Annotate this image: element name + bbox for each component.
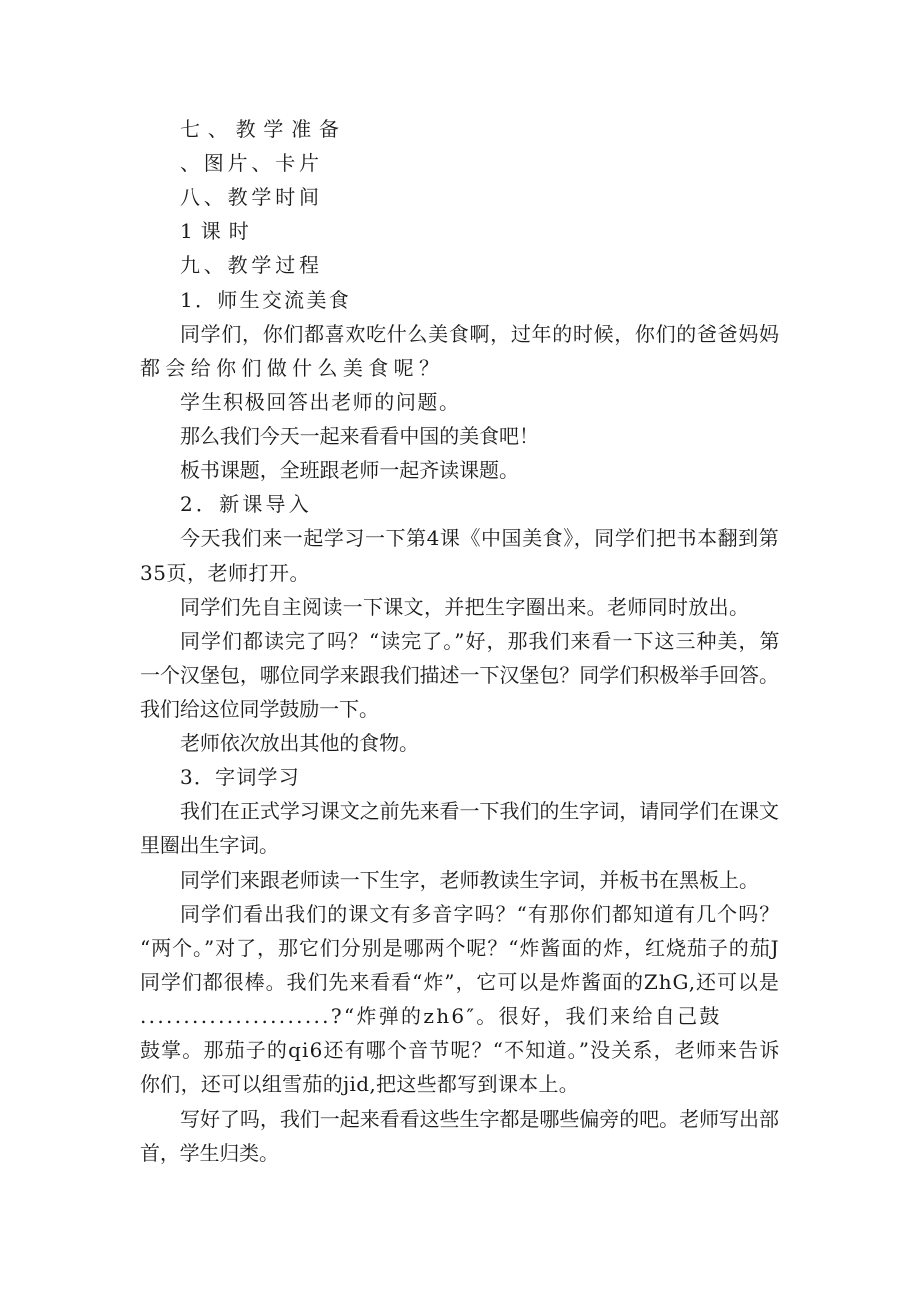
paragraph-line: 写好了吗，我们一起来看看这些生字都是哪些偏旁的吧。老师写出部: [180, 1107, 779, 1131]
preparation-materials: 、图片、卡片: [180, 151, 323, 175]
paragraph-line: 35页，老师打开。: [140, 561, 310, 585]
paragraph-line: “两个。”对了，那它们分别是哪两个呢？“炸酱面的炸，红烧茄子的茄J: [140, 936, 780, 960]
paragraph-line: 那么我们今天一起来看看中国的美食吧！: [180, 424, 539, 448]
paragraph-line: 学生积极回答出老师的问题。: [180, 390, 461, 414]
paragraph-line: 板书课题，全班跟老师一起齐读课题。: [180, 458, 519, 482]
heading-teaching-process: 九、教学过程: [180, 253, 323, 277]
paragraph-line: 我们在正式学习课文之前先来看一下我们的生字词，请同学们在课文: [180, 799, 779, 823]
paragraph-line: ......................?“炸弹的zh6″。很好，我们来给自己鼓: [140, 1004, 722, 1028]
paragraph-line: 一个汉堡包，哪位同学来跟我们描述一下汉堡包？同学们积极举手回答。: [140, 663, 779, 687]
paragraph-line: 老师依次放出其他的食物。: [180, 731, 419, 755]
section-2-title: 2．新课导入: [180, 492, 312, 516]
paragraph-line: 同学们先自主阅读一下课文，并把生字圈出来。老师同时放出。: [180, 595, 750, 619]
paragraph-line: 我们给这位同学鼓励一下。: [140, 697, 379, 721]
paragraph-line: 同学们都读完了吗？“读完了。”好，那我们来看一下这三种美，第: [180, 629, 781, 653]
paragraph-line: 里圈出生字词。: [140, 833, 279, 857]
paragraph-line: 今天我们来一起学习一下第4课《中国美食》，同学们把书本翻到第: [180, 526, 780, 550]
paragraph-line: 都会给你们做什么美食呢？: [140, 356, 445, 380]
paragraph-line: 同学们来跟老师读一下生字，老师教读生字词，并板书在黑板上。: [180, 868, 759, 892]
heading-teaching-preparation: 七、教学准备: [180, 117, 347, 141]
heading-teaching-time: 八、教学时间: [180, 185, 323, 209]
paragraph-line: 鼓掌。那茄子的qi6还有哪个音节呢？“不知道。”没关系，老师来告诉: [140, 1038, 781, 1062]
paragraph-line: 你们，还可以组雪茄的jid,把这些都写到课本上。: [140, 1072, 580, 1096]
paragraph-line: 同学们，你们都喜欢吃什么美食啊，过年的时候，你们的爸爸妈妈: [180, 322, 780, 346]
teaching-time-value: 1课时: [180, 219, 257, 243]
section-1-title: 1．师生交流美食: [180, 288, 352, 312]
paragraph-line: 同学们看出我们的课文有多音字吗？“有那你们都知道有几个吗？: [180, 902, 781, 926]
paragraph-line: 同学们都很棒。我们先来看看“炸”，它可以是炸酱面的ZhG,还可以是: [140, 970, 780, 994]
paragraph-line: 首，学生归类。: [140, 1141, 279, 1165]
section-3-title: 3．字词学习: [180, 765, 300, 789]
